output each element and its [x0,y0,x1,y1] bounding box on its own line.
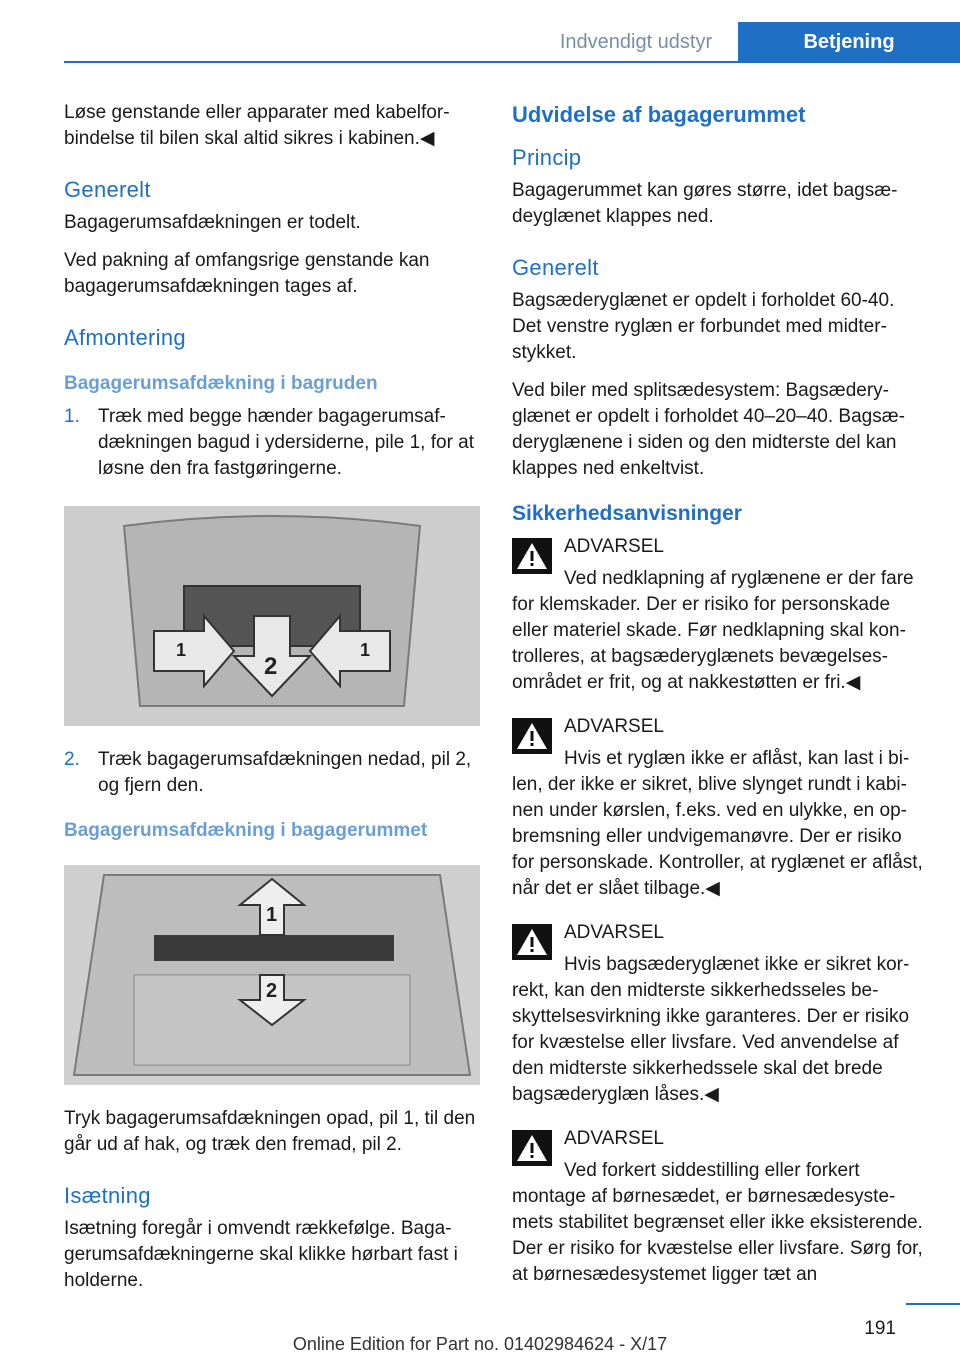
edition-footer: Online Edition for Part no. 01402984624 - X/17 [292,1334,668,1354]
page-number: 191 [864,1318,896,1339]
header-section-tab[interactable]: Indvendigt udstyr [559,31,713,53]
step-1-number: 1. [64,406,80,427]
warning-4 [512,1126,928,1288]
right-generelt-heading: Generelt [512,255,599,280]
warning-3-label: ADVARSEL [564,922,664,943]
fig2-label-forward: 2 [266,980,278,1002]
warning-3 [512,920,928,1108]
sikkerhed-heading: Sikkerhedsanvisninger [512,502,742,525]
right-generelt-paragraph-2: Ved biler med splitsædesystem: Bagsæderyglænet er opdelt i forholdet 40–20–40. Bagsæderyglænene i siden og den midterste del kan klappes ned enkeltvist. [512,380,905,479]
generelt-heading: Generelt [64,177,151,202]
right-column [512,100,928,1306]
footer-rule [906,1303,960,1305]
page-header [0,0,960,62]
afmontering-heading: Afmontering [64,325,186,350]
removal-steps-continued [64,747,480,799]
figure-rear-window-cover [64,506,480,726]
princip-paragraph: Bagagerummet kan gøres større, idet bagsædeyglænet klappes ned. [512,180,898,227]
isaetning-heading: Isætning [64,1183,151,1208]
section-title: Udvidelse af bagagerummet [512,102,806,127]
fig1-label-right: 1 [360,640,371,660]
right-generelt-paragraph-1: Bagsæderyglænet er opdelt i forholdet 60-40. Det venstre ryglæn er forbundet med midterstykket. [512,290,895,363]
isaetning-paragraph: Isætning foregår i omvendt rækkefølge. Bagagerumsafdækningerne skal klikke hørbart fast i holderne. [64,1218,458,1291]
step-2-number: 2. [64,749,80,770]
step-1 [64,404,480,482]
step-1-text: Træk med begge hænder bagagerumsafdækningen bagud i ydersiderne, pile 1, for at løsne den fra fastgøringerne. [98,406,475,479]
left-column [64,100,480,1306]
warning-icon [512,1130,552,1166]
warning-2-text: Hvis et ryglæn ikke er aflåst, kan last i bilen, der ikke er sikret, blive slynget rundt i kabinen under kørslen, f.eks. ved en ulykke, en opbremsning eller undvigemanøvre. Der er risiko for personskade. Kontroller, at ryglænet er aflåst, når det er slået tilbage.◀ [512,748,923,899]
step-2 [64,747,480,799]
warning-4-text: Ved forkert siddestilling eller forkert montage af børnesædet, er børnesædesystemets stabilitet begrænset eller ikke eksisterende. Der er risiko for kvæstelse eller livsfare. Sørg for, at børnesædesystemet ligger tæt an [512,1160,923,1285]
removal-steps [64,404,480,482]
header-chapter-tab[interactable]: Betjening [738,22,960,62]
warning-3-text: Hvis bagsæderyglænet ikke er sikret korrekt, kan den midterste sikkerhedsseles beskyttelsesvirkning ikke garanteres. Der er risiko for kvæstelse eller livsfare. Ved anvendelse af den midterste sikkerhedssele skal det brede bagsæderyglæn låses.◀ [512,954,910,1105]
warning-1 [512,534,928,696]
fig2-label-up: 1 [266,904,278,926]
figure-trunk-cover [64,865,480,1085]
step-2-text: Træk bagagerumsafdækningen nedad, pil 2, og fjern den. [98,749,472,796]
bagrude-heading: Bagagerumsafdækning i bagruden [64,373,378,394]
princip-heading: Princip [512,145,582,170]
warning-icon [512,924,552,960]
generelt-paragraph-1: Bagagerumsafdækningen er todelt. [64,212,361,233]
fig1-label-left: 1 [176,640,187,660]
tryk-paragraph: Tryk bagagerumsafdækningen opad, pil 1, til den går ud af hak, og træk den fremad, pil 2. [64,1108,476,1155]
warning-4-label: ADVARSEL [564,1128,664,1149]
warning-icon [512,718,552,754]
header-rule [64,61,960,63]
warning-1-label: ADVARSEL [564,536,664,557]
intro-text: Løse genstande eller apparater med kabelforbindelse til bilen skal altid sikres i kabinen.◀ [64,102,450,149]
warning-2 [512,714,928,902]
warning-2-label: ADVARSEL [564,716,664,737]
fig1-label-center: 2 [264,653,278,680]
bagagerum-heading: Bagagerumsafdækning i bagagerummet [64,820,428,841]
generelt-paragraph-2: Ved pakning af omfangsrige genstande kan bagagerumsafdækningen tages af. [64,250,430,297]
warning-1-text: Ved nedklapning af ryglænene er der fare for klemskader. Der er risiko for personskade eller materiel skade. Før nedklapning skal kontrolleres, at bagsæderyglænets bevægelsesområdet er frit, og at nakkestøtten er fri.◀ [512,568,914,693]
warning-icon [512,538,552,574]
